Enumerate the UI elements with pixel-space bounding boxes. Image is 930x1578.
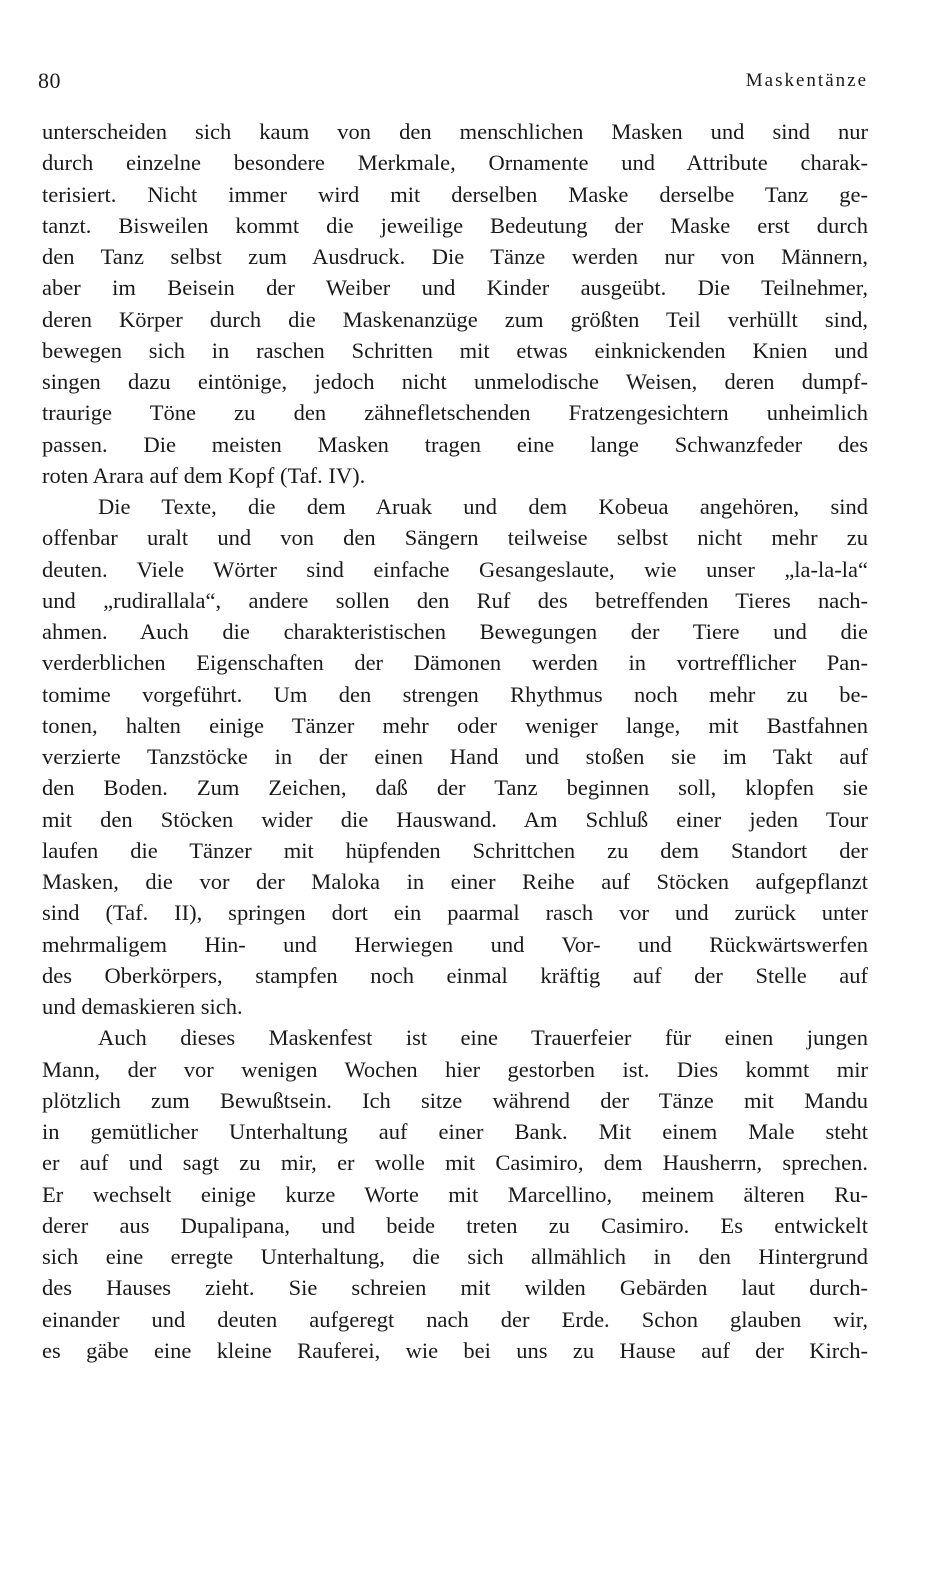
text-line: Auch dieses Maskenfest ist eine Trauerfeier für einen jungen	[98, 1025, 868, 1051]
text-line: deuten. Viele Wörter sind einfache Gesangeslaute, wie unser „la-la-la“	[42, 556, 868, 582]
text-line: und „rudirallala“, andere sollen den Ruf des betreffenden Tieres nach-	[42, 587, 868, 613]
text-line: plötzlich zum Bewußtsein. Ich sitze während der Tänze mit Mandu	[42, 1087, 868, 1113]
page-number: 80	[38, 68, 61, 93]
running-head: Maskentänze	[745, 70, 868, 91]
text-line: einander und deuten aufgeregt nach der Erde. Schon glauben wir,	[42, 1306, 868, 1332]
text-line: deren Körper durch die Maskenanzüge zum größten Teil verhüllt sind,	[42, 306, 868, 332]
text-line: des Oberkörpers, stampfen noch einmal kräftig auf der Stelle auf	[42, 962, 868, 988]
text-line: tanzt. Bisweilen kommt die jeweilige Bedeutung der Maske erst durch	[42, 212, 868, 238]
page-header	[38, 68, 868, 102]
text-line: des Hauses zieht. Sie schreien mit wilden Gebärden laut durch-	[42, 1275, 868, 1301]
text-line: es gäbe eine kleine Rauferei, wie bei uns zu Hause auf der Kirch-	[42, 1337, 868, 1363]
text-line: traurige Töne zu den zähnefletschenden Fratzengesichtern unheimlich	[42, 400, 868, 426]
text-line: passen. Die meisten Masken tragen eine lange Schwanzfeder des	[42, 431, 868, 457]
text-line: tomime vorgeführt. Um den strengen Rhythmus noch mehr zu be-	[42, 681, 868, 707]
text-line: Die Texte, die dem Aruak und dem Kobeua angehören, sind	[98, 494, 868, 519]
text-line: Er wechselt einige kurze Worte mit Marcellino, meinem älteren Ru-	[42, 1181, 868, 1207]
text-line: verzierte Tanzstöcke in der einen Hand und stoßen sie im Takt auf	[42, 744, 868, 769]
text-line: tonen, halten einige Tänzer mehr oder weniger lange, mit Bastfahnen	[42, 712, 868, 738]
text-line: sind (Taf. II), springen dort ein paarmal rasch vor und zurück unter	[42, 900, 868, 926]
text-line: den Boden. Zum Zeichen, daß der Tanz beginnen soll, klopfen sie	[42, 775, 868, 801]
text-line: mit den Stöcken wider die Hauswand. Am Schluß einer jeden Tour	[42, 806, 868, 832]
text-line: in gemütlicher Unterhaltung auf einer Bank. Mit einem Male steht	[42, 1119, 868, 1144]
text-line: terisiert. Nicht immer wird mit derselben Maske derselbe Tanz ge-	[42, 181, 868, 207]
text-line: sich eine erregte Unterhaltung, die sich allmählich in den Hintergrund	[42, 1244, 868, 1269]
text-line: verderblichen Eigenschaften der Dämonen werden in vortrefflicher Pan-	[42, 650, 868, 676]
text-line: bewegen sich in raschen Schritten mit etwas einknickenden Knien und	[42, 337, 868, 363]
text-line: aber im Beisein der Weiber und Kinder ausgeübt. Die Teilnehmer,	[42, 275, 868, 301]
text-line: offenbar uralt und von den Sängern teilweise selbst nicht mehr zu	[42, 525, 868, 551]
text-line: unterscheiden sich kaum von den menschlichen Masken und sind nur	[42, 119, 868, 144]
text-line: laufen die Tänzer mit hüpfenden Schrittchen zu dem Standort der	[42, 837, 868, 863]
text-line: ahmen. Auch die charakteristischen Bewegungen der Tiere und die	[42, 619, 868, 644]
text-line: er auf und sagt zu mir, er wolle mit Casimiro, dem Hausherrn, sprechen.	[42, 1150, 868, 1176]
text-line: singen dazu eintönige, jedoch nicht unmelodische Weisen, deren dumpf-	[42, 369, 868, 394]
text-line: mehrmaligem Hin- und Herwiegen und Vor- und Rückwärtswerfen	[42, 931, 868, 957]
text-line: und demaskieren sich.	[42, 994, 243, 1019]
body-text	[42, 116, 868, 1366]
text-line: roten Arara auf dem Kopf (Taf. IV).	[42, 462, 366, 488]
text-line: den Tanz selbst zum Ausdruck. Die Tänze werden nur von Männern,	[42, 244, 868, 269]
text-line: durch einzelne besondere Merkmale, Ornamente und Attribute charak-	[42, 150, 868, 176]
text-line: Masken, die vor der Maloka in einer Reihe auf Stöcken aufgepflanzt	[42, 869, 868, 894]
text-line: Mann, der vor wenigen Wochen hier gestorben ist. Dies kommt mir	[42, 1056, 868, 1082]
text-line: derer aus Dupalipana, und beide treten zu Casimiro. Es entwickelt	[42, 1212, 868, 1238]
